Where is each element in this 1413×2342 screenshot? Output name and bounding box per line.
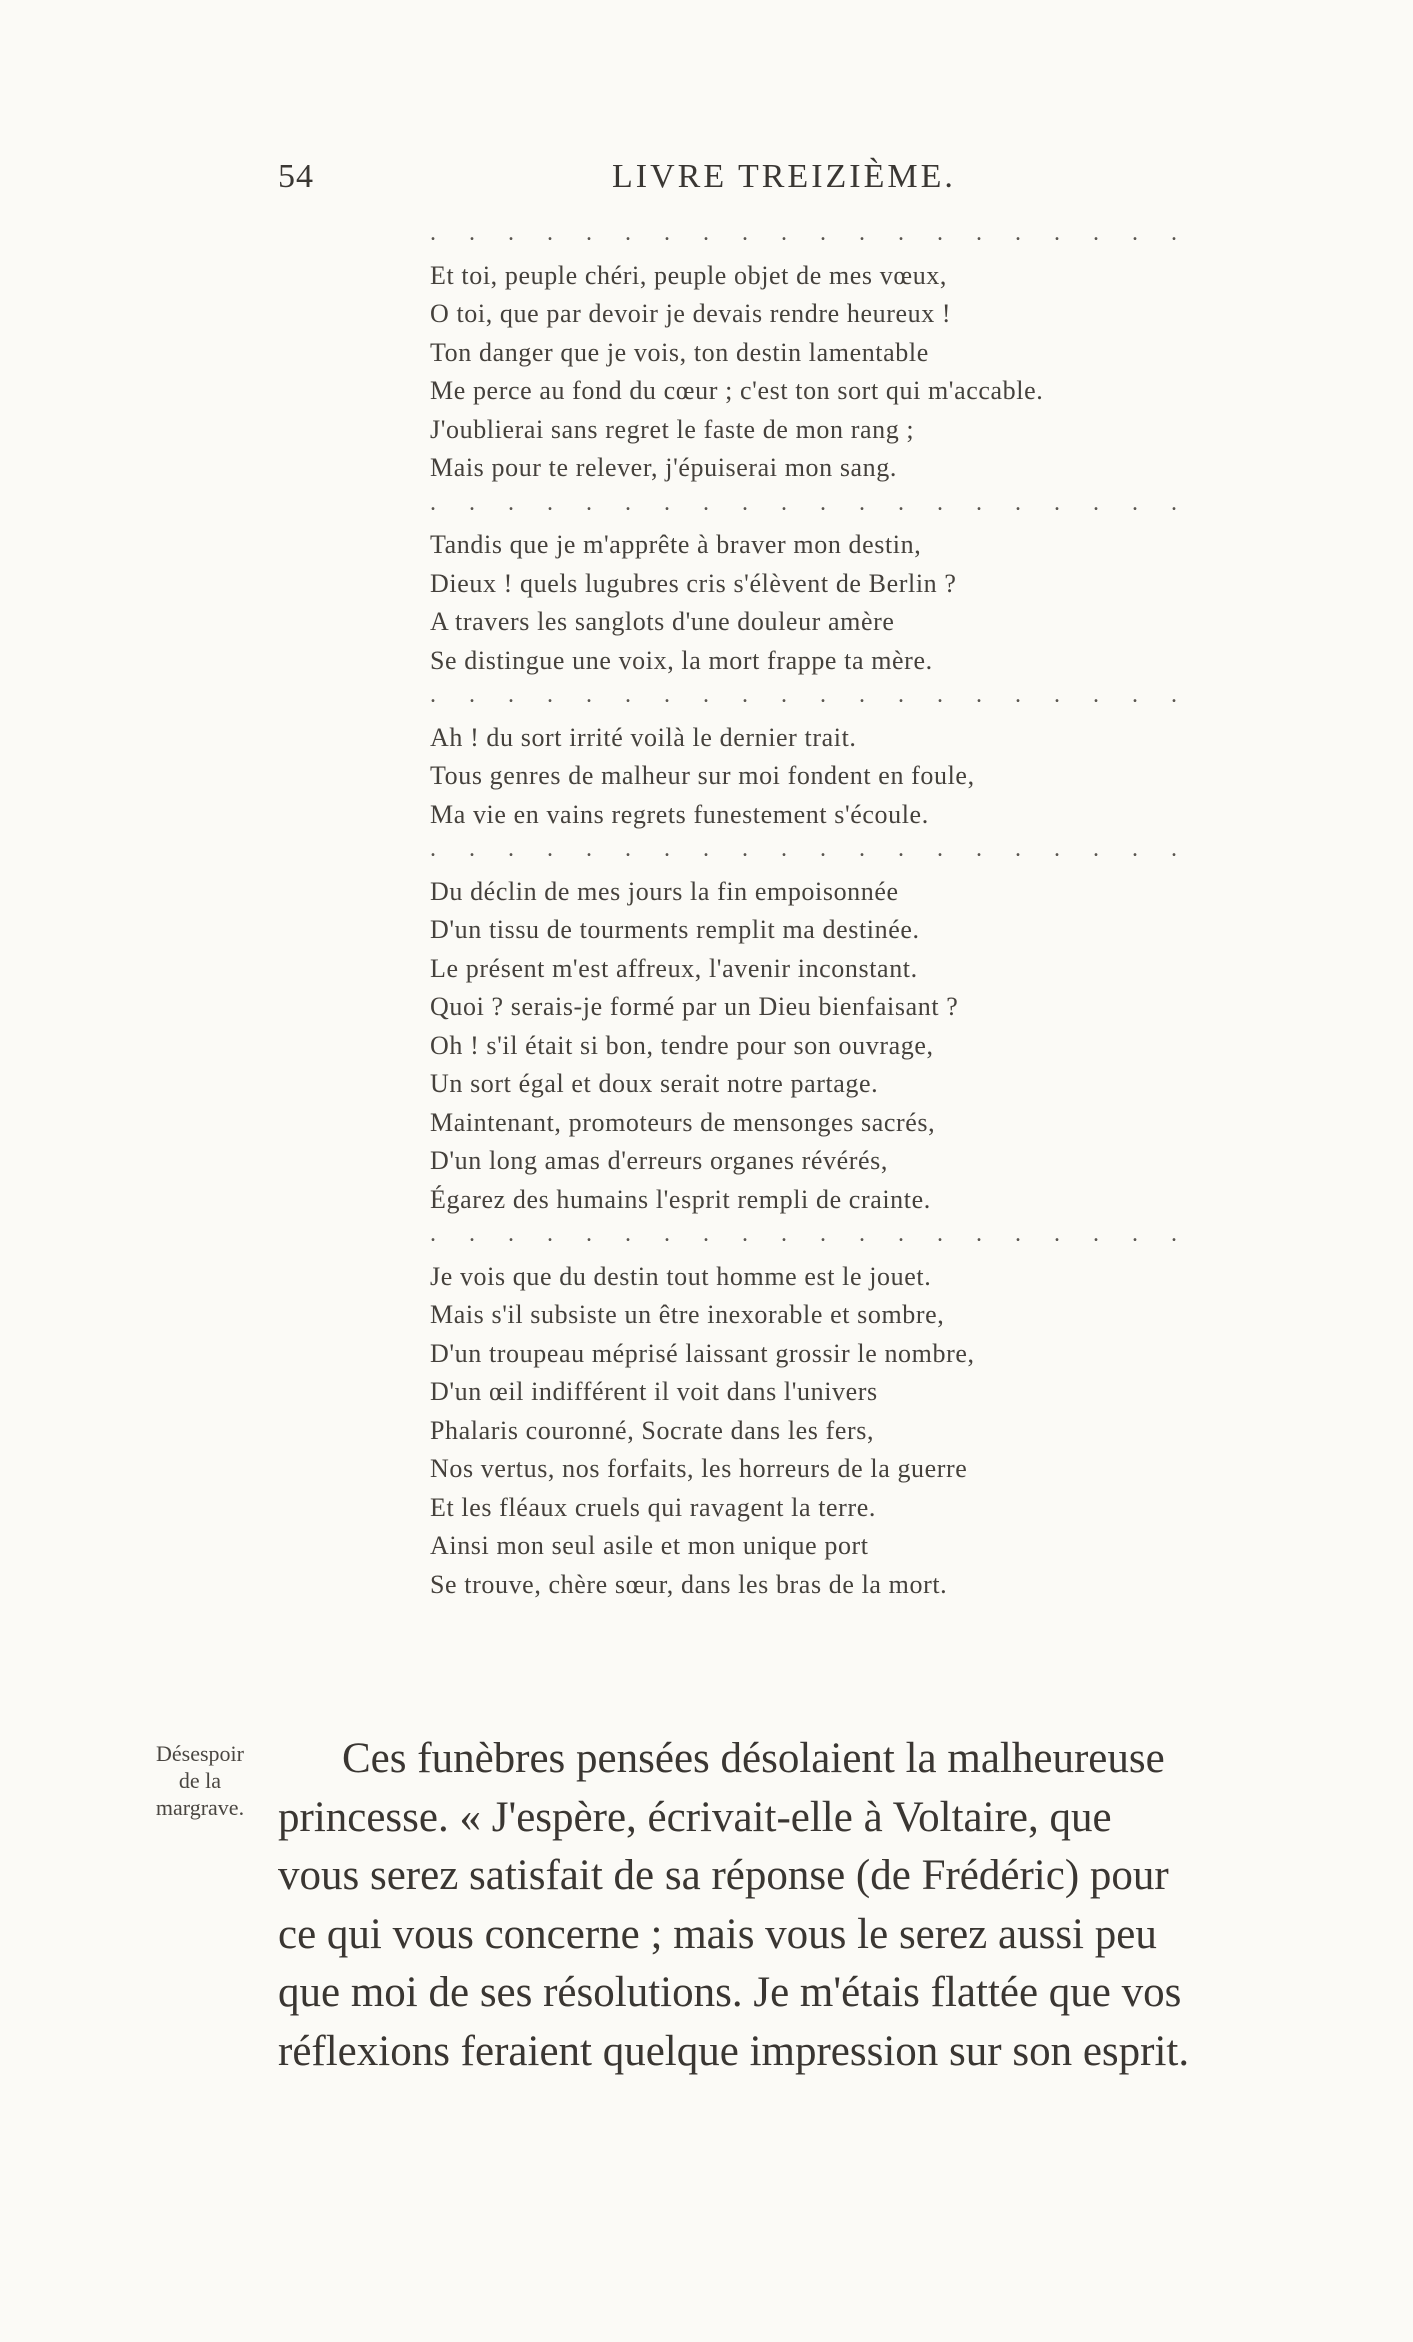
poem-line: O toi, que par devoir je devais rendre heureux ! (430, 299, 952, 328)
poem-line: Ton danger que je vois, ton destin lamentable (430, 337, 929, 367)
page-number: 54 (278, 158, 314, 195)
ellipsis-row: . . . . . . . . . . . . . . . . . . . . (430, 1221, 1191, 1247)
poem-line: Et toi, peuple chéri, peuple objet de mes vœux, (430, 260, 948, 290)
poem-line: Se distingue une voix, la mort frappe ta mère. (430, 645, 933, 675)
poem-line: Me perce au fond du cœur ; c'est ton sort qui m'accable. (430, 376, 1044, 405)
poem-line: J'oublierai sans regret le faste de mon rang ; (430, 414, 915, 444)
poem-line: Nos vertus, nos forfaits, les horreurs de la guerre (430, 1454, 968, 1483)
poem-line: D'un long amas d'erreurs organes révérés, (430, 1146, 889, 1175)
marginal-note (140, 1740, 260, 1821)
chapter-title: LIVRE TREIZIÈME. (612, 158, 956, 195)
marginal-note-line: de la (178, 1768, 222, 1793)
stanza-5 (430, 1219, 1250, 1604)
stanza-1 (430, 218, 1250, 488)
poem-line: Oh ! s'il était si bon, tendre pour son ouvrage, (430, 1030, 934, 1060)
poem-line: Phalaris couronné, Socrate dans les fers, (430, 1415, 875, 1445)
poem-line: Tandis que je m'apprête à braver mon destin, (430, 530, 922, 559)
poem-line: Dieux ! quels lugubres cris s'élèvent de Berlin ? (430, 568, 957, 598)
ellipsis-row: . . . . . . . . . . . . . . . . . . . . (430, 682, 1191, 708)
poem-line: Mais s'il subsiste un être inexorable et sombre, (430, 1300, 945, 1329)
poem-line: Je vois que du destin tout homme est le jouet. (430, 1261, 932, 1291)
stanza-4 (430, 834, 1250, 1219)
poem-line: Égarez des humains l'esprit rempli de crainte. (430, 1184, 931, 1214)
poem (430, 218, 1250, 1604)
marginal-note-line: Désespoir (156, 1741, 244, 1766)
poem-line: D'un tissu de tourments remplit ma destinée. (430, 915, 920, 944)
poem-line: Quoi ? serais-je formé par un Dieu bienfaisant ? (430, 992, 959, 1021)
poem-line: Ah ! du sort irrité voilà le dernier trait. (430, 722, 857, 752)
poem-line: Un sort égal et doux serait notre partage. (430, 1069, 879, 1098)
poem-line: Ainsi mon seul asile et mon unique port (430, 1531, 869, 1560)
prose-line: princesse. « J'espère, écrivait-elle à Voltaire, que (278, 1793, 1112, 1841)
prose-line: ce qui vous concerne ; mais vous le serez aussi peu (278, 1910, 1157, 1958)
poem-line: D'un œil indifférent il voit dans l'univers (430, 1377, 878, 1406)
prose-line: vous serez satisfait de sa réponse (de Frédéric) pour (278, 1852, 1169, 1899)
prose-line: que moi de ses résolutions. Je m'étais flattée que vos (278, 1969, 1182, 2016)
stanza-3 (430, 680, 1250, 834)
ellipsis-row: . . . . . . . . . . . . . . . . . . . . (430, 220, 1191, 246)
poem-line: Maintenant, promoteurs de mensonges sacrés, (430, 1107, 936, 1137)
poem-line: Se trouve, chère sœur, dans les bras de la mort. (430, 1569, 948, 1599)
ellipsis-row: . . . . . . . . . . . . . . . . . . . . (430, 836, 1191, 862)
poem-line: D'un troupeau méprisé laissant grossir le nombre, (430, 1338, 975, 1368)
poem-line: A travers les sanglots d'une douleur amère (430, 607, 895, 636)
poem-line: Du déclin de mes jours la fin empoisonnée (430, 876, 899, 906)
poem-line: Le présent m'est affreux, l'avenir inconstant. (430, 953, 918, 983)
poem-line: Tous genres de malheur sur moi fondent en foule, (430, 761, 975, 790)
running-head (0, 158, 1413, 198)
prose-line: réflexions feraient quelque impression sur son esprit. (278, 2027, 1190, 2075)
prose-paragraph (278, 1730, 1288, 2081)
poem-line: Ma vie en vains regrets funestement s'écoule. (430, 799, 929, 829)
poem-line: Et les fléaux cruels qui ravagent la terre. (430, 1492, 876, 1522)
marginal-note-line: margrave. (155, 1795, 245, 1820)
ellipsis-row: . . . . . . . . . . . . . . . . . . . . (430, 489, 1191, 516)
stanza-2 (430, 488, 1250, 681)
poem-line: Mais pour te relever, j'épuiserai mon sang. (430, 453, 897, 482)
prose-line: Ces funèbres pensées désolaient la malheureuse (342, 1735, 1165, 1782)
